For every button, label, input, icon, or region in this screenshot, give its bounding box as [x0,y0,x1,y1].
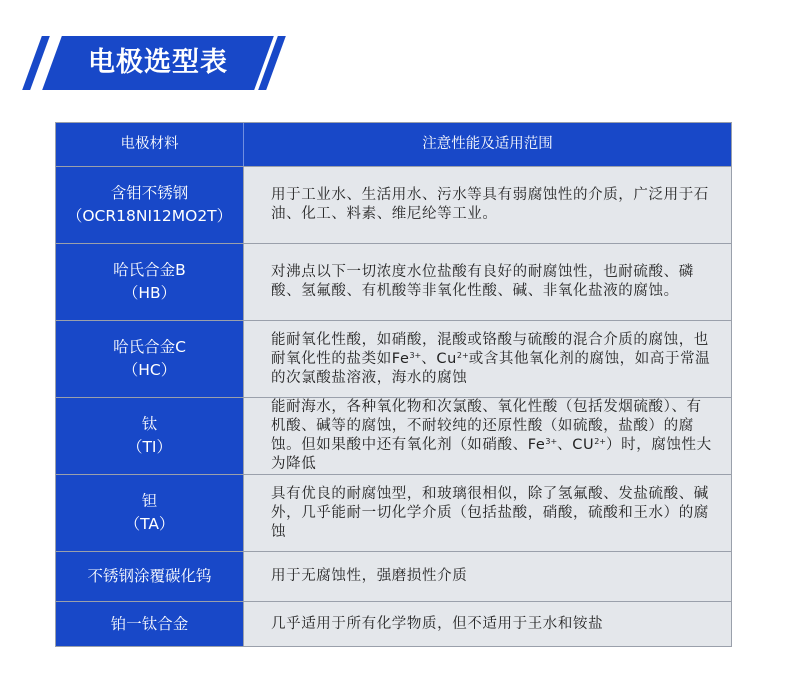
material-code: （HC） [122,361,177,379]
material-code: （HB） [122,284,177,302]
description-text: 或含其他氧化剂的腐蚀，如高于常温的次氯酸盐溶液，海水的腐蚀 [271,350,711,386]
material-cell [56,552,243,601]
material-cell [56,475,243,551]
description-cell [243,398,731,474]
material-description: 对沸点以下一切浓度水位盐酸有良好的耐腐蚀性，也耐硫酸、磷酸、氢氟酸、有机酸等非氧化性酸、碱、非氧化盐液的腐蚀。 [271,264,694,299]
material-description [271,398,715,474]
material-name: 哈氏合金B [113,261,186,279]
material-description: 用于工业水、生活用水、污水等具有弱腐蚀性的介质，广泛用于石油、化工、料素、维尼纶等工业。 [271,187,709,222]
table-row [56,243,731,320]
description-text: 能耐氧化性酸，如硝酸，混酸或铬酸与硫酸的混合介质的腐蚀，也耐氧化性的盐类如Fe [271,331,709,367]
material-name: 不锈钢涂覆碳化钨 [87,567,212,585]
material-description [271,331,715,388]
header-material: 电极材料 [56,123,243,166]
ion-charge: 2+ [456,350,469,360]
material-cell [56,244,243,320]
description-text: 、Cu [421,350,457,367]
description-cell [243,552,731,601]
material-cell [56,398,243,474]
material-cell [56,321,243,397]
ion-charge: 2+ [594,437,607,446]
table-header-row [56,123,731,166]
header-notes: 注意性能及适用范围 [243,123,731,166]
material-description: 几乎适用于所有化学物质，但不适用于王水和铵盐 [271,615,604,632]
table-row [56,601,731,646]
description-cell [243,167,731,243]
description-text: 能耐海水，各种氧化物和次氯酸、氧化性酸（包括发烟硫酸）、有机酸、碱等的腐蚀，不耐较纯的还原性酸（如硫酸，盐酸）的腐蚀。但如果酸中还有氧化剂（如硝酸、Fe [271,399,702,453]
material-code: （TI） [126,438,173,456]
table-row [56,474,731,551]
material-name: 含钼不锈钢 [110,184,189,202]
material-description: 用于无腐蚀性，强磨损性介质 [271,568,468,584]
description-text: 、CU [557,437,595,453]
ion-charge: 3+ [545,437,558,446]
material-description: 具有优良的耐腐蚀型，和玻璃很相似，除了氢氟酸、发盐硫酸、碱外，几乎能耐一切化学介质（包括盐酸，硝酸，硫酸和王水）的腐蚀 [271,485,709,540]
material-name: 钽 [141,492,158,510]
page-title: 电极选型表 [88,47,228,78]
ion-charge: 3+ [409,350,422,360]
material-cell [56,602,243,646]
material-code: （TA） [124,515,175,533]
title-banner [22,36,280,90]
material-code: （OCR18NI12MO2T） [66,207,233,225]
table-row [56,320,731,397]
material-name: 铂一钛合金 [110,614,189,633]
material-name: 哈氏合金C [113,338,186,356]
description-cell [243,321,731,397]
material-cell [56,167,243,243]
description-cell [243,475,731,551]
description-cell [243,602,731,646]
description-text: ）时，腐蚀性大为降低 [271,437,712,472]
material-name: 钛 [141,415,158,433]
description-cell [243,244,731,320]
table-row [56,166,731,243]
table-row [56,397,731,474]
electrode-selection-table [55,122,732,647]
table-row [56,551,731,601]
